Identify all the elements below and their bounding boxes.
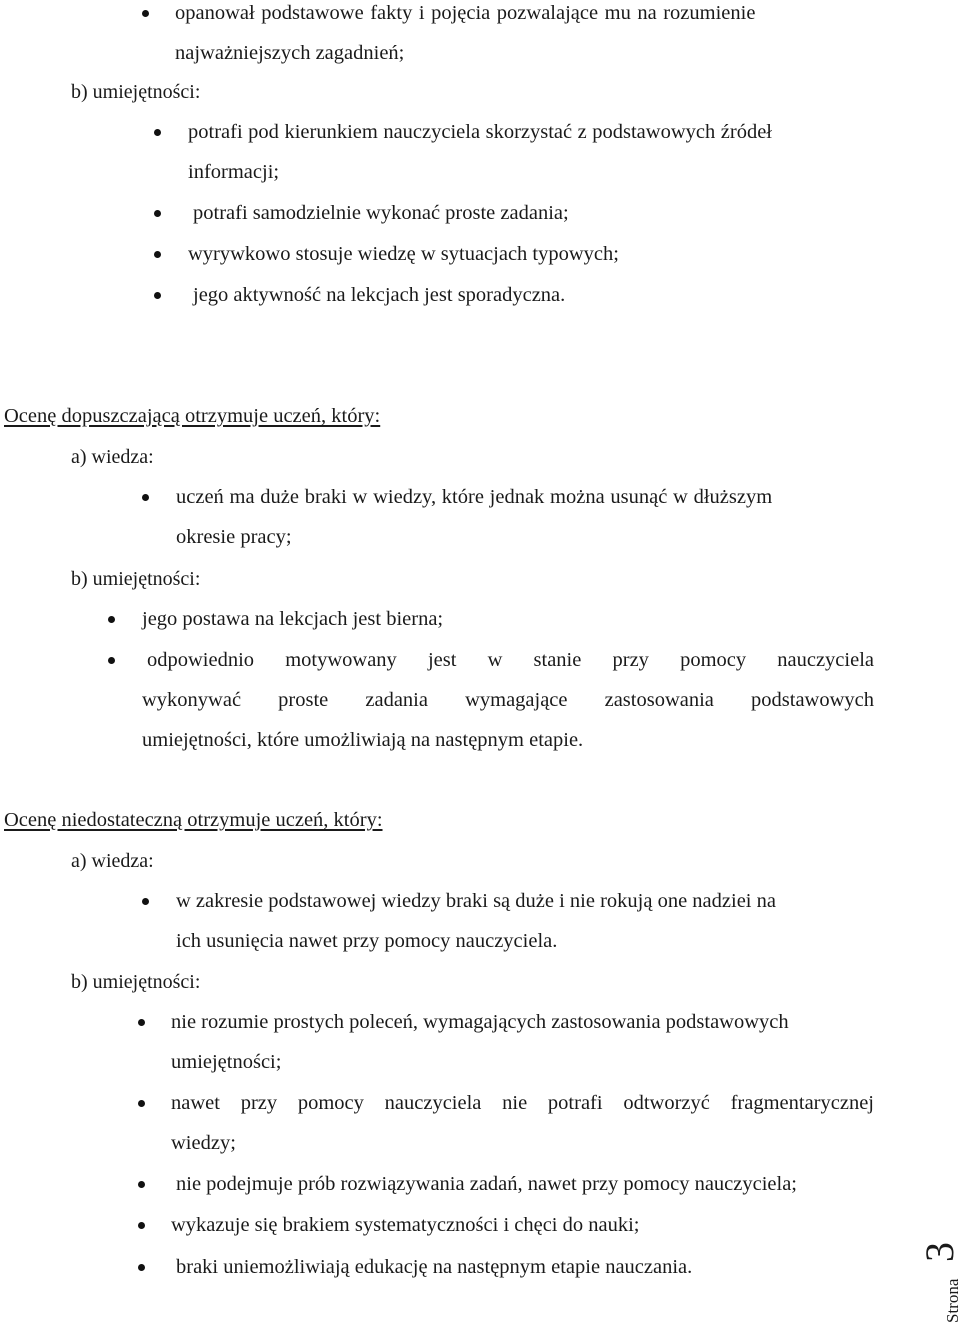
list-item-line: opanował podstawowe fakty i pojęcia pozwalające mu na rozumienie: [175, 2, 756, 24]
bullet-icon: [138, 1181, 145, 1188]
list-item-line: nawet przy pomocy nauczyciela nie potrafi odtworzyć fragmentarycznej: [171, 1092, 874, 1114]
skills-label: b) umiejętności:: [71, 568, 201, 590]
bullet-icon: [108, 657, 115, 664]
list-item-line: ich usunięcia nawet przy pomocy nauczyciela.: [176, 930, 558, 952]
bullet-icon: [154, 210, 161, 217]
section-heading: Ocenę dopuszczającą otrzymuje uczeń, który:: [4, 405, 381, 427]
bullet-icon: [142, 10, 149, 17]
list-item-line: wiedzy;: [171, 1132, 236, 1154]
knowledge-label: a) wiedza:: [71, 850, 154, 872]
bullet-icon: [142, 494, 149, 501]
list-item-line: nie podejmuje prób rozwiązywania zadań, nawet przy pomocy nauczyciela;: [176, 1173, 797, 1195]
list-item-line: informacji;: [188, 161, 280, 183]
knowledge-label: a) wiedza:: [71, 446, 154, 468]
bullet-icon: [154, 292, 161, 299]
list-item-line: jego aktywność na lekcjach jest sporadyczna.: [193, 284, 566, 306]
bullet-icon: [108, 616, 115, 623]
bullet-icon: [138, 1100, 145, 1107]
skills-label: b) umiejętności:: [71, 81, 201, 103]
page-number: 3: [917, 1242, 962, 1262]
list-item-line: potrafi pod kierunkiem nauczyciela skorzystać z podstawowych źródeł: [188, 121, 772, 143]
list-item-line: najważniejszych zagadnień;: [175, 42, 405, 64]
list-item-line: okresie pracy;: [176, 526, 292, 548]
list-item-line: wyrywkowo stosuje wiedzę w sytuacjach typowych;: [188, 243, 619, 265]
bullet-icon: [138, 1019, 145, 1026]
bullet-icon: [154, 251, 161, 258]
list-item-line: wykonywać proste zadania wymagające zastosowania podstawowych: [142, 689, 874, 711]
list-item-line: braki uniemożliwiają edukację na następnym etapie nauczania.: [176, 1256, 693, 1278]
list-item-line: potrafi samodzielnie wykonać proste zadania;: [193, 202, 569, 224]
list-item-line: umiejętności, które umożliwiają na następnym etapie.: [142, 729, 584, 751]
list-item-line: umiejętności;: [171, 1051, 282, 1073]
list-item-line: odpowiednio motywowany jest w stanie przy pomocy nauczyciela: [147, 649, 874, 671]
list-item-line: nie rozumie prostych poleceń, wymagających zastosowania podstawowych: [171, 1011, 789, 1033]
bullet-icon: [154, 129, 161, 136]
list-item-line: w zakresie podstawowej wiedzy braki są duże i nie rokują one nadziei na: [176, 890, 776, 912]
section-heading: Ocenę niedostateczną otrzymuje uczeń, który:: [4, 809, 383, 831]
bullet-icon: [142, 898, 149, 905]
bullet-icon: [138, 1264, 145, 1271]
list-item-line: wykazuje się brakiem systematyczności i chęci do nauki;: [171, 1214, 640, 1236]
list-item-line: uczeń ma duże braki w wiedzy, które jednak można usunąć w dłuższym: [176, 486, 773, 508]
list-item-line: jego postawa na lekcjach jest bierna;: [142, 608, 444, 630]
page-label: Strona: [943, 1278, 962, 1323]
bullet-icon: [138, 1222, 145, 1229]
skills-label: b) umiejętności:: [71, 971, 201, 993]
